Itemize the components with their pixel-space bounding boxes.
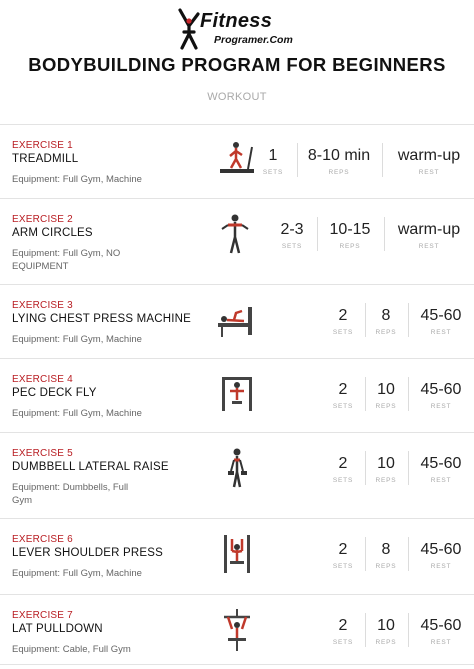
sets-value: 2-3 (280, 221, 304, 238)
equipment-value: Full Gym, Machine (62, 408, 142, 419)
reps-label: REPS (375, 329, 397, 336)
exercise-number: EXERCISE 1 (12, 140, 73, 151)
sets-label: SETS (332, 639, 354, 646)
logo-subtitle: Programer.Com (214, 34, 293, 46)
equipment-label: Equipment: (12, 644, 63, 655)
exercise-name: TREADMILL (12, 153, 79, 165)
exercise-name: LYING CHEST PRESS MACHINE (12, 313, 192, 325)
reps-metric (304, 147, 374, 176)
rest-label: REST (430, 403, 452, 410)
rest-value: 45-60 (420, 617, 462, 634)
equipment-value: Full Gym, Machine (62, 334, 142, 345)
equipment-value: Full Gym, NO EQUIPMENT (12, 248, 121, 272)
sets-label: SETS (332, 403, 354, 410)
equipment-value: Full Gym, Machine (62, 174, 142, 185)
column-divider (365, 537, 366, 571)
rest-value: 45-60 (420, 381, 462, 398)
sets-label: SETS (262, 169, 284, 176)
dumbbell-raise-icon (214, 445, 260, 491)
chest-press-machine-icon (214, 297, 260, 343)
reps-label: REPS (375, 563, 397, 570)
exercise-number: EXERCISE 5 (12, 448, 73, 459)
sets-metric (325, 541, 361, 570)
sets-metric (325, 381, 361, 410)
reps-value: 10-15 (329, 221, 371, 238)
sets-value: 2 (338, 541, 348, 558)
divider (0, 664, 474, 665)
sets-label: SETS (332, 477, 354, 484)
exercise-name: LAT PULLDOWN (12, 623, 103, 635)
rest-value: 45-60 (420, 307, 462, 324)
column-divider (365, 303, 366, 337)
exercise-name: DUMBBELL LATERAL RAISE (12, 461, 169, 473)
reps-metric (368, 381, 404, 410)
rest-metric (389, 147, 469, 176)
rest-metric (413, 307, 469, 336)
equipment-label: Equipment: (12, 334, 63, 345)
column-divider (382, 143, 383, 177)
equipment-label: Equipment: (12, 408, 63, 419)
sets-label: SETS (281, 243, 303, 250)
rest-metric (389, 221, 469, 250)
reps-label: REPS (375, 639, 397, 646)
column-divider (365, 613, 366, 647)
lat-pulldown-icon (214, 607, 260, 653)
athlete-logo-icon (176, 8, 202, 50)
exercise-number: EXERCISE 2 (12, 214, 73, 225)
sets-metric (255, 147, 291, 176)
column-divider (365, 451, 366, 485)
sets-metric (325, 307, 361, 336)
treadmill-icon (214, 137, 260, 183)
reps-label: REPS (328, 169, 350, 176)
column-divider (408, 451, 409, 485)
equipment-label: Equipment: (12, 174, 63, 185)
exercise-row (0, 358, 474, 432)
equipment-label: Equipment: (12, 482, 63, 493)
rest-label: REST (430, 329, 452, 336)
reps-metric (368, 455, 404, 484)
rest-metric (413, 455, 469, 484)
reps-metric (368, 307, 404, 336)
exercise-name: ARM CIRCLES (12, 227, 93, 239)
reps-value: 10 (377, 381, 395, 398)
reps-value: 8-10 min (307, 147, 371, 164)
rest-label: REST (418, 169, 440, 176)
column-divider (297, 143, 298, 177)
sets-value: 2 (338, 455, 348, 472)
rest-metric (413, 381, 469, 410)
reps-label: REPS (339, 243, 361, 250)
sets-metric (325, 617, 361, 646)
rest-value: warm-up (397, 221, 461, 238)
equipment-label: Equipment: (12, 568, 63, 579)
equipment-value: Full Gym, Machine (62, 568, 142, 579)
logo-brand: Fitness (200, 10, 273, 32)
equipment-value: Cable, Full Gym (62, 644, 131, 655)
reps-label: REPS (375, 477, 397, 484)
column-divider (408, 303, 409, 337)
column-divider (317, 217, 318, 251)
exercise-row (0, 198, 474, 284)
sets-label: SETS (332, 563, 354, 570)
reps-metric (368, 617, 404, 646)
exercise-row (0, 594, 474, 664)
rest-label: REST (418, 243, 440, 250)
rest-value: 45-60 (420, 455, 462, 472)
rest-label: REST (430, 639, 452, 646)
exercise-row (0, 518, 474, 594)
exercise-number: EXERCISE 4 (12, 374, 73, 385)
column-divider (384, 217, 385, 251)
reps-label: REPS (375, 403, 397, 410)
exercise-equipment (12, 333, 182, 346)
equipment-value: Dumbbells, Full Gym (12, 482, 129, 506)
rest-metric (413, 617, 469, 646)
arm-circles-icon (212, 211, 258, 257)
exercise-number: EXERCISE 3 (12, 300, 73, 311)
reps-metric (320, 221, 380, 250)
column-divider (408, 613, 409, 647)
sets-metric (274, 221, 310, 250)
exercise-number: EXERCISE 6 (12, 534, 73, 545)
rest-label: REST (430, 563, 452, 570)
column-divider (408, 377, 409, 411)
sets-metric (325, 455, 361, 484)
logo (176, 8, 306, 50)
column-divider (408, 537, 409, 571)
rest-metric (413, 541, 469, 570)
exercise-number: EXERCISE 7 (12, 610, 73, 621)
exercise-equipment (12, 407, 182, 420)
exercise-name: PEC DECK FLY (12, 387, 97, 399)
reps-value: 8 (381, 307, 391, 324)
exercise-equipment (12, 567, 182, 580)
reps-metric (368, 541, 404, 570)
pec-deck-machine-icon (214, 371, 260, 417)
exercise-row (0, 284, 474, 358)
exercise-name: LEVER SHOULDER PRESS (12, 547, 163, 559)
page-title: BODYBUILDING PROGRAM FOR BEGINNERS (28, 54, 446, 75)
exercise-equipment (12, 481, 142, 507)
reps-value: 10 (377, 455, 395, 472)
reps-value: 10 (377, 617, 395, 634)
rest-value: warm-up (397, 147, 461, 164)
exercise-equipment (12, 643, 182, 656)
exercise-row (0, 124, 474, 198)
exercise-row (0, 432, 474, 518)
rest-value: 45-60 (420, 541, 462, 558)
exercise-equipment (12, 247, 137, 273)
column-divider (365, 377, 366, 411)
sets-label: SETS (332, 329, 354, 336)
section-label: WORKOUT (207, 91, 267, 103)
sets-value: 2 (338, 307, 348, 324)
exercise-equipment (12, 173, 182, 186)
sets-value: 1 (268, 147, 278, 164)
shoulder-press-machine-icon (214, 531, 260, 577)
sets-value: 2 (338, 381, 348, 398)
sets-value: 2 (338, 617, 348, 634)
equipment-label: Equipment: (12, 248, 63, 259)
reps-value: 8 (381, 541, 391, 558)
rest-label: REST (430, 477, 452, 484)
